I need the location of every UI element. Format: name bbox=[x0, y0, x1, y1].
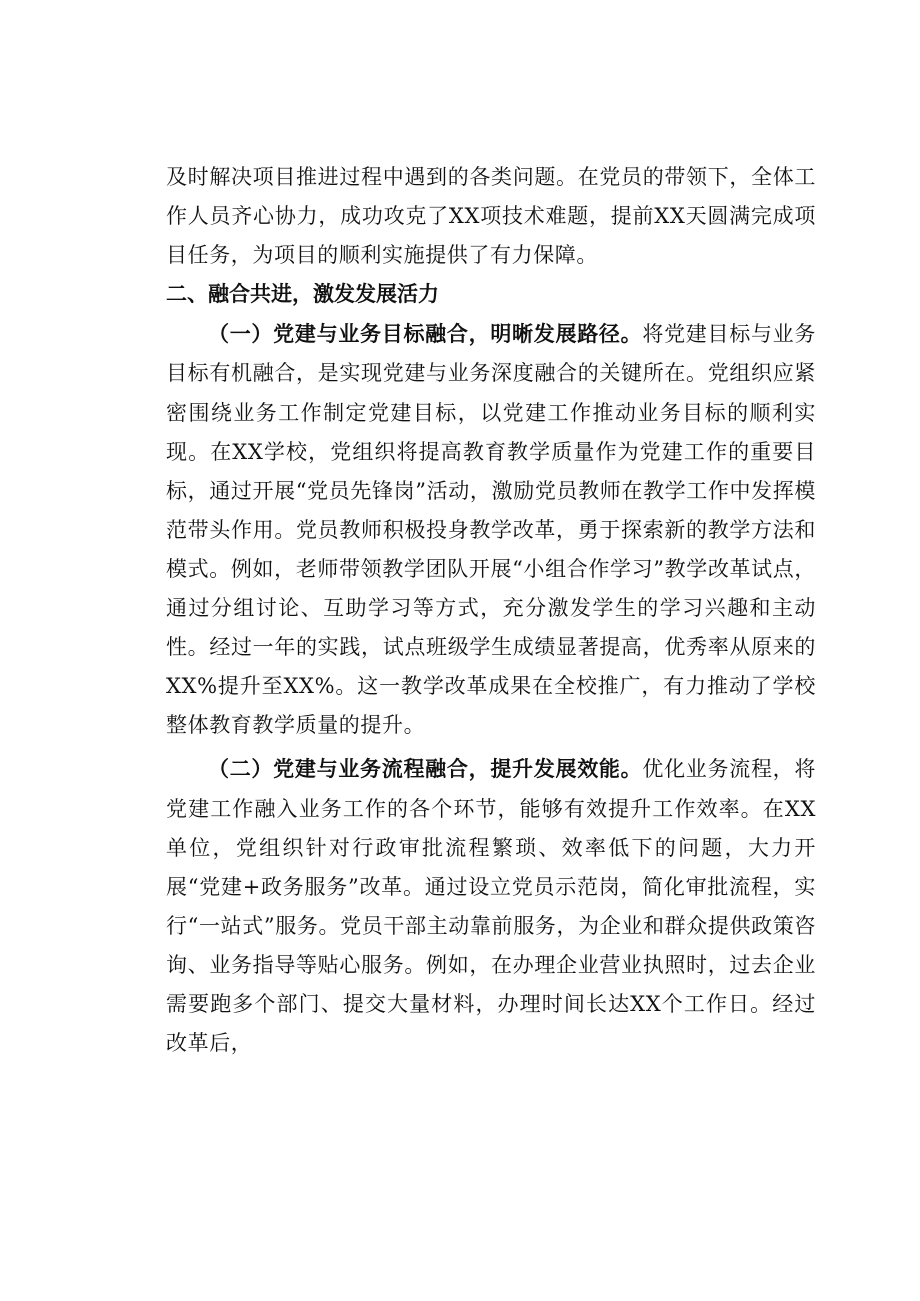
document-body bbox=[166, 158, 816, 1063]
subsection-1-body: 将党建目标与业务目标有机融合，是实现党建与业务深度融合的关键所在。党组织应紧密围绕业务工作制定党建目标，以党建工作推动业务目标的顺利实现。在XX学校，党组织将提高教育教学质量作为党建工作的重要目标，通过开展“党员先锋岗”活动，激励党员教师在教学工作中发挥模范带头作用。党员教师积极投身教学改革，勇于探索新的教学方法和模式。例如，老师带领教学团队开展“小组合作学习”教学改革试点，通过分组讨论、互助学习等方式，充分激发学生的学习兴趣和主动性。经过一年的实践，试点班级学生成绩显著提高，优秀率从原来的XX%提升至XX%。这一教学改革成果在全校推广，有力推动了学校整体教育教学质量的提升。 bbox=[166, 322, 816, 738]
subsection-1-paragraph bbox=[166, 314, 816, 745]
subsection-2-body: 优化业务流程，将党建工作融入业务工作的各个环节，能够有效提升工作效率。在XX单位，党组织针对行政审批流程繁琐、效率低下的问题，大力开展“党建+政务服务”改革。通过设立党员示范岗，简化审批流程，实行“一站式”服务。党员干部主动靠前服务，为企业和群众提供政策咨询、业务指导等贴心服务。例如，在办理企业营业执照时，过去企业需要跑多个部门、提交大量材料，办理时间长达XX个工作日。经过改革后， bbox=[166, 757, 816, 1056]
subsection-2-lead: （二）党建与业务流程融合，提升发展效能。 bbox=[208, 756, 643, 782]
section-heading: 二、融合共进，激发发展活力 bbox=[166, 282, 439, 307]
subsection-1-lead: （一）党建与业务目标融合，明晰发展路径。 bbox=[208, 321, 643, 347]
paragraph-continued: 及时解决项目推进过程中遇到的各类问题。在党员的带领下，全体工作人员齐心协力，成功攻克了XX项技术难题，提前XX天圆满完成项目任务，为项目的顺利实施提供了有力保障。 bbox=[166, 165, 816, 268]
subsection-2-paragraph bbox=[166, 749, 816, 1063]
